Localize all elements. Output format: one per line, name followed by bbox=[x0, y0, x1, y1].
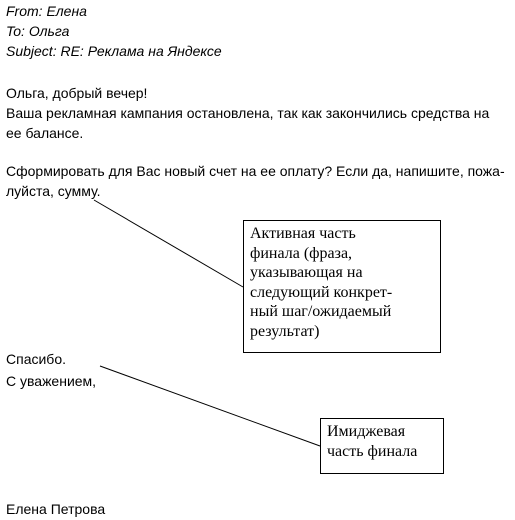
image-ending-callout bbox=[320, 418, 444, 474]
image-callout-line: Имиджевая bbox=[327, 423, 406, 440]
active-callout-line: финала (фраза, bbox=[250, 244, 353, 262]
paragraph1-line2: ее балансе. bbox=[6, 125, 84, 141]
paragraph1-line1: Ваша рекламная кампания остановлена, так как закончились средства на bbox=[6, 105, 490, 121]
active-ending-callout bbox=[243, 220, 441, 353]
active-callout-connector bbox=[94, 200, 243, 287]
active-callout-line: указывающая на bbox=[250, 264, 363, 281]
to-line: To: Ольга bbox=[6, 23, 70, 39]
signature-line: Елена Петрова bbox=[6, 501, 106, 517]
regards-line: С уважением, bbox=[6, 373, 97, 389]
greeting-line: Ольга, добрый вечер! bbox=[6, 85, 148, 101]
thanks-line: Спасибо. bbox=[6, 351, 66, 367]
active-callout-line: ный шаг/ожидаемый bbox=[250, 303, 392, 320]
image-callout-line: часть финала bbox=[327, 442, 418, 460]
active-callout-line: следующий конкрет- bbox=[250, 283, 393, 301]
paragraph2-line1: Сформировать для Вас новый счет на ее оплату? Если да, напишите, пожа- bbox=[6, 163, 505, 179]
active-callout-line: результат) bbox=[250, 322, 320, 340]
subject-line: Subject: RE: Реклама на Яндексе bbox=[6, 43, 222, 59]
from-line: From: Елена bbox=[6, 3, 87, 19]
paragraph2-line2: луйста, сумму. bbox=[6, 183, 101, 199]
active-callout-line: Активная часть bbox=[250, 225, 356, 242]
image-callout-connector bbox=[100, 366, 320, 446]
